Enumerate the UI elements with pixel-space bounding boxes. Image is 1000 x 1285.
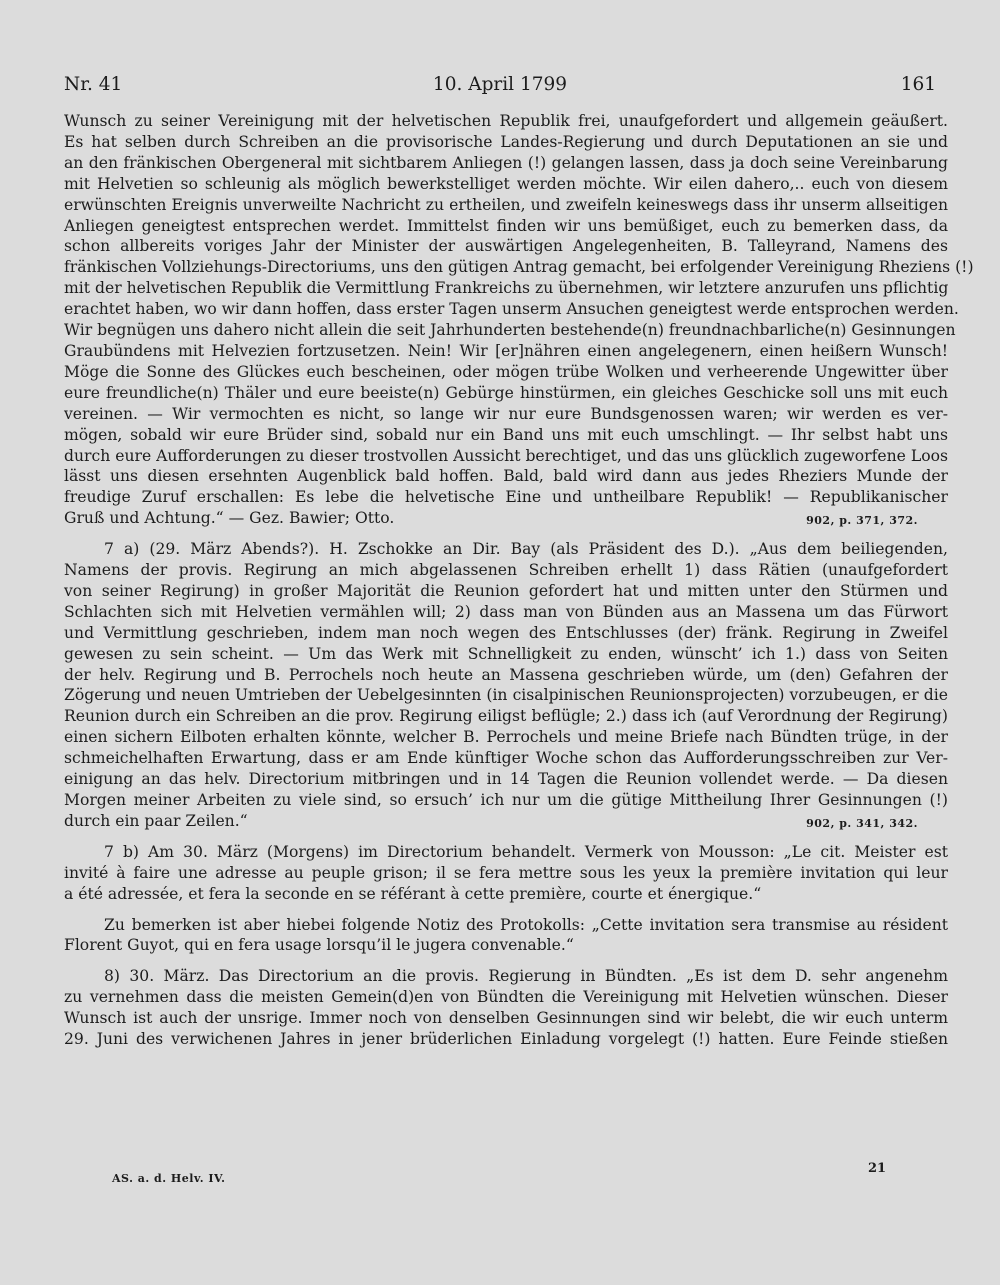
text-line: Wunsch zu seiner Vereinigung mit der helvetischen Republik frei, unaufgefordert und allgemein geäußert. (64, 112, 948, 130)
source-reference: 902, p. 371, 372. (806, 514, 918, 528)
text-line: fränkischen Vollziehungs-Directoriums, uns den gütigen Antrag gemacht, bei erfolgender Vereinigung Rheziens (!) (64, 258, 974, 277)
text-line: an den fränkischen Obergeneral mit sichtbarem Anliegen (!) gelangen lassen, dass ja doch seine Vereinbarung (64, 153, 948, 172)
text-line: erwünschten Ereignis unverweilte Nachricht zu ertheilen, und zweifeln keineswegs dass ihr unserm allseitigen (64, 195, 948, 214)
page-body (64, 111, 974, 1050)
text-line: Zu bemerken ist aber hiebei folgende Notiz des Protokolls: „Cette invitation sera transmise au résident (104, 915, 948, 934)
closing-line: durch ein paar Zeilen.“ (64, 811, 248, 830)
text-line: von seiner Regirung) in großer Majorität die Reunion gefordert hat und mitten unter den Stürmen und (64, 581, 948, 600)
text-line-last (64, 811, 948, 832)
text-line: der helv. Regirung und B. Perrochels noch heute an Massena geschrieben würde, um (den) Gefahren der (64, 665, 948, 684)
signature-mark: 21 (868, 1161, 887, 1176)
text-line: einen sichern Eilboten erhalten könnte, welcher B. Perrochels und meine Briefe nach Bündten trüge, in der (64, 728, 948, 747)
text-line-last (64, 508, 948, 529)
text-line: lässt uns diesen ersehnten Augenblick bald hoffen. Bald, bald wird dann aus jedes Rheziers Munde der (64, 467, 948, 486)
text-line: schon allbereits voriges Jahr der Minister der auswärtigen Angelegenheiten, B. Talleyrand, Namens des (64, 237, 948, 256)
text-line: 7 a) (29. März Abends?). H. Zschokke an Dir. Bay (als Präsident des D.). „Aus dem beiliegenden, (104, 540, 948, 559)
text-line: invité à faire une adresse au peuple grison; il se fera mettre sous les yeux la première invitation qui leur (64, 863, 948, 882)
text-line: Möge die Sonne des Glückes euch bescheinen, oder mögen trübe Wolken und verheerende Ungewitter über (64, 362, 948, 381)
text-line: Reunion durch ein Schreiben an die prov. Regirung eiligst beflügle; 2.) dass ich (auf Verordnung der Regirung) (64, 707, 948, 726)
paragraph-8 (64, 966, 948, 1050)
text-line: zu vernehmen dass die meisten Gemein(d)en von Bündten die Vereinigung mit Helvetien wünschen. Dieser (64, 988, 948, 1007)
text-line: mögen, sobald wir eure Brüder sind, sobald nur ein Band uns mit euch umschlingt. — Ihr selbst habt uns (64, 425, 948, 444)
source-reference: 902, p. 341, 342. (806, 816, 918, 830)
text-line: Florent Guyot, qui en fera usage lorsqu’il le jugera convenable.“ (64, 936, 574, 955)
header-date: 10. April 1799 (432, 74, 568, 95)
document-number: Nr. 41 (64, 74, 123, 95)
text-line: Wir begnügen uns dahero nicht allein die seit Jahrhunderten bestehende(n) freundnachbarliche(n) Gesinnungen (64, 321, 956, 340)
text-line: 29. Juni des verwichenen Jahres in jener brüderlichen Einladung vorgelegt (!) hatten. Eure Feinde stießen (64, 1030, 948, 1049)
text-line: und Vermittlung geschrieben, indem man noch wegen des Entschlusses (der) fränk. Regirung in Zweifel (64, 623, 948, 642)
source-footer: AS. a. d. Helv. IV. (112, 1172, 226, 1185)
text-line: Morgen meiner Arbeiten zu viele sind, so ersuch’ ich nur um die gütige Mittheilung Ihrer Gesinnungen (!) (64, 791, 948, 809)
paragraph-7b (64, 842, 948, 905)
text-line: erachtet haben, wo wir dann hoffen, dass erster Tagen unserm Ansuchen geneigtest werde entsprochen werden. (64, 300, 959, 319)
text-line: Wunsch ist auch der unsrige. Immer noch von denselben Gesinnungen sind wir belebt, die wir euch unterm (64, 1009, 948, 1028)
paragraph-7a (64, 539, 948, 832)
text-line: einigung an das helv. Directorium mitbringen und in 14 Tagen die Reunion vollendet werde. — Da diesen (64, 770, 948, 789)
closing-line: Gruß und Achtung.“ — Gez. Bawier; Otto. (64, 509, 395, 528)
page-number: 161 (900, 74, 936, 95)
text-line: vereinen. — Wir vermochten es nicht, so lange wir nur eure Bundsgenossen waren; wir werden es ver- (64, 404, 948, 423)
paragraph-protocol-note (64, 915, 948, 957)
text-line: mit der helvetischen Republik die Vermittlung Frankreichs zu übernehmen, wir letztere anzurufen uns pflichtig (64, 279, 949, 298)
text-line: freudige Zuruf erschallen: Es lebe die helvetische Eine und untheilbare Republik! — Republikanischer (64, 488, 948, 507)
text-line: 8) 30. März. Das Directorium an die provis. Regierung in Bündten. „Es ist dem D. sehr angenehm (104, 967, 948, 986)
text-line: Es hat selben durch Schreiben an die provisorische Landes-Regierung und durch Deputationen an sie und (64, 132, 948, 151)
paragraph-letter-continuation (64, 111, 974, 529)
text-line: a été adressée, et fera la seconde en se référant à cette première, courte et énergique.“ (64, 884, 762, 903)
page-header (64, 74, 936, 98)
text-line: 7 b) Am 30. März (Morgens) im Directorium behandelt. Vermerk von Mousson: „Le cit. Meister est (104, 842, 948, 861)
text-line: Zögerung und neuen Umtrieben der Uebelgesinnten (in cisalpinischen Reunionsprojecten) vorzubeugen, er die (64, 686, 948, 705)
text-line: gewesen zu sein scheint. — Um das Werk mit Schnelligkeit zu enden, wünscht’ ich 1.) dass von Seiten (64, 644, 948, 663)
text-line: Anliegen geneigtest entsprechen werdet. Immittelst finden wir uns bemüßiget, euch zu bemerken dass, da (64, 216, 948, 235)
text-line: Schlachten sich mit Helvetien vermählen will; 2) dass man von Bünden aus an Massena um das Fürwort (64, 602, 948, 621)
text-line: mit Helvetien so schleunig als möglich bewerkstelliget werden möchte. Wir eilen dahero,.. euch von diesem (64, 174, 948, 193)
text-line: schmeichelhaften Erwartung, dass er am Ende künftiger Woche schon das Aufforderungsschreiben zur Ver- (64, 749, 948, 768)
text-line: durch eure Aufforderungen zu dieser trostvollen Aussicht berechtiget, und das uns glücklich zugeworfene Loos (64, 446, 948, 465)
text-line: Namens der provis. Regirung an mich abgelassenen Schreiben erhellt 1) dass Rätien (unaufgefordert (64, 561, 948, 580)
text-line: eure freundliche(n) Thäler und eure beeiste(n) Gebürge hinstürmen, ein gleiches Geschicke soll uns mit euch (64, 383, 948, 402)
text-line: Graubündens mit Helvezien fortzusetzen. Nein! Wir [er]nähren einen angelegenern, einen heißern Wunsch! (64, 341, 948, 360)
